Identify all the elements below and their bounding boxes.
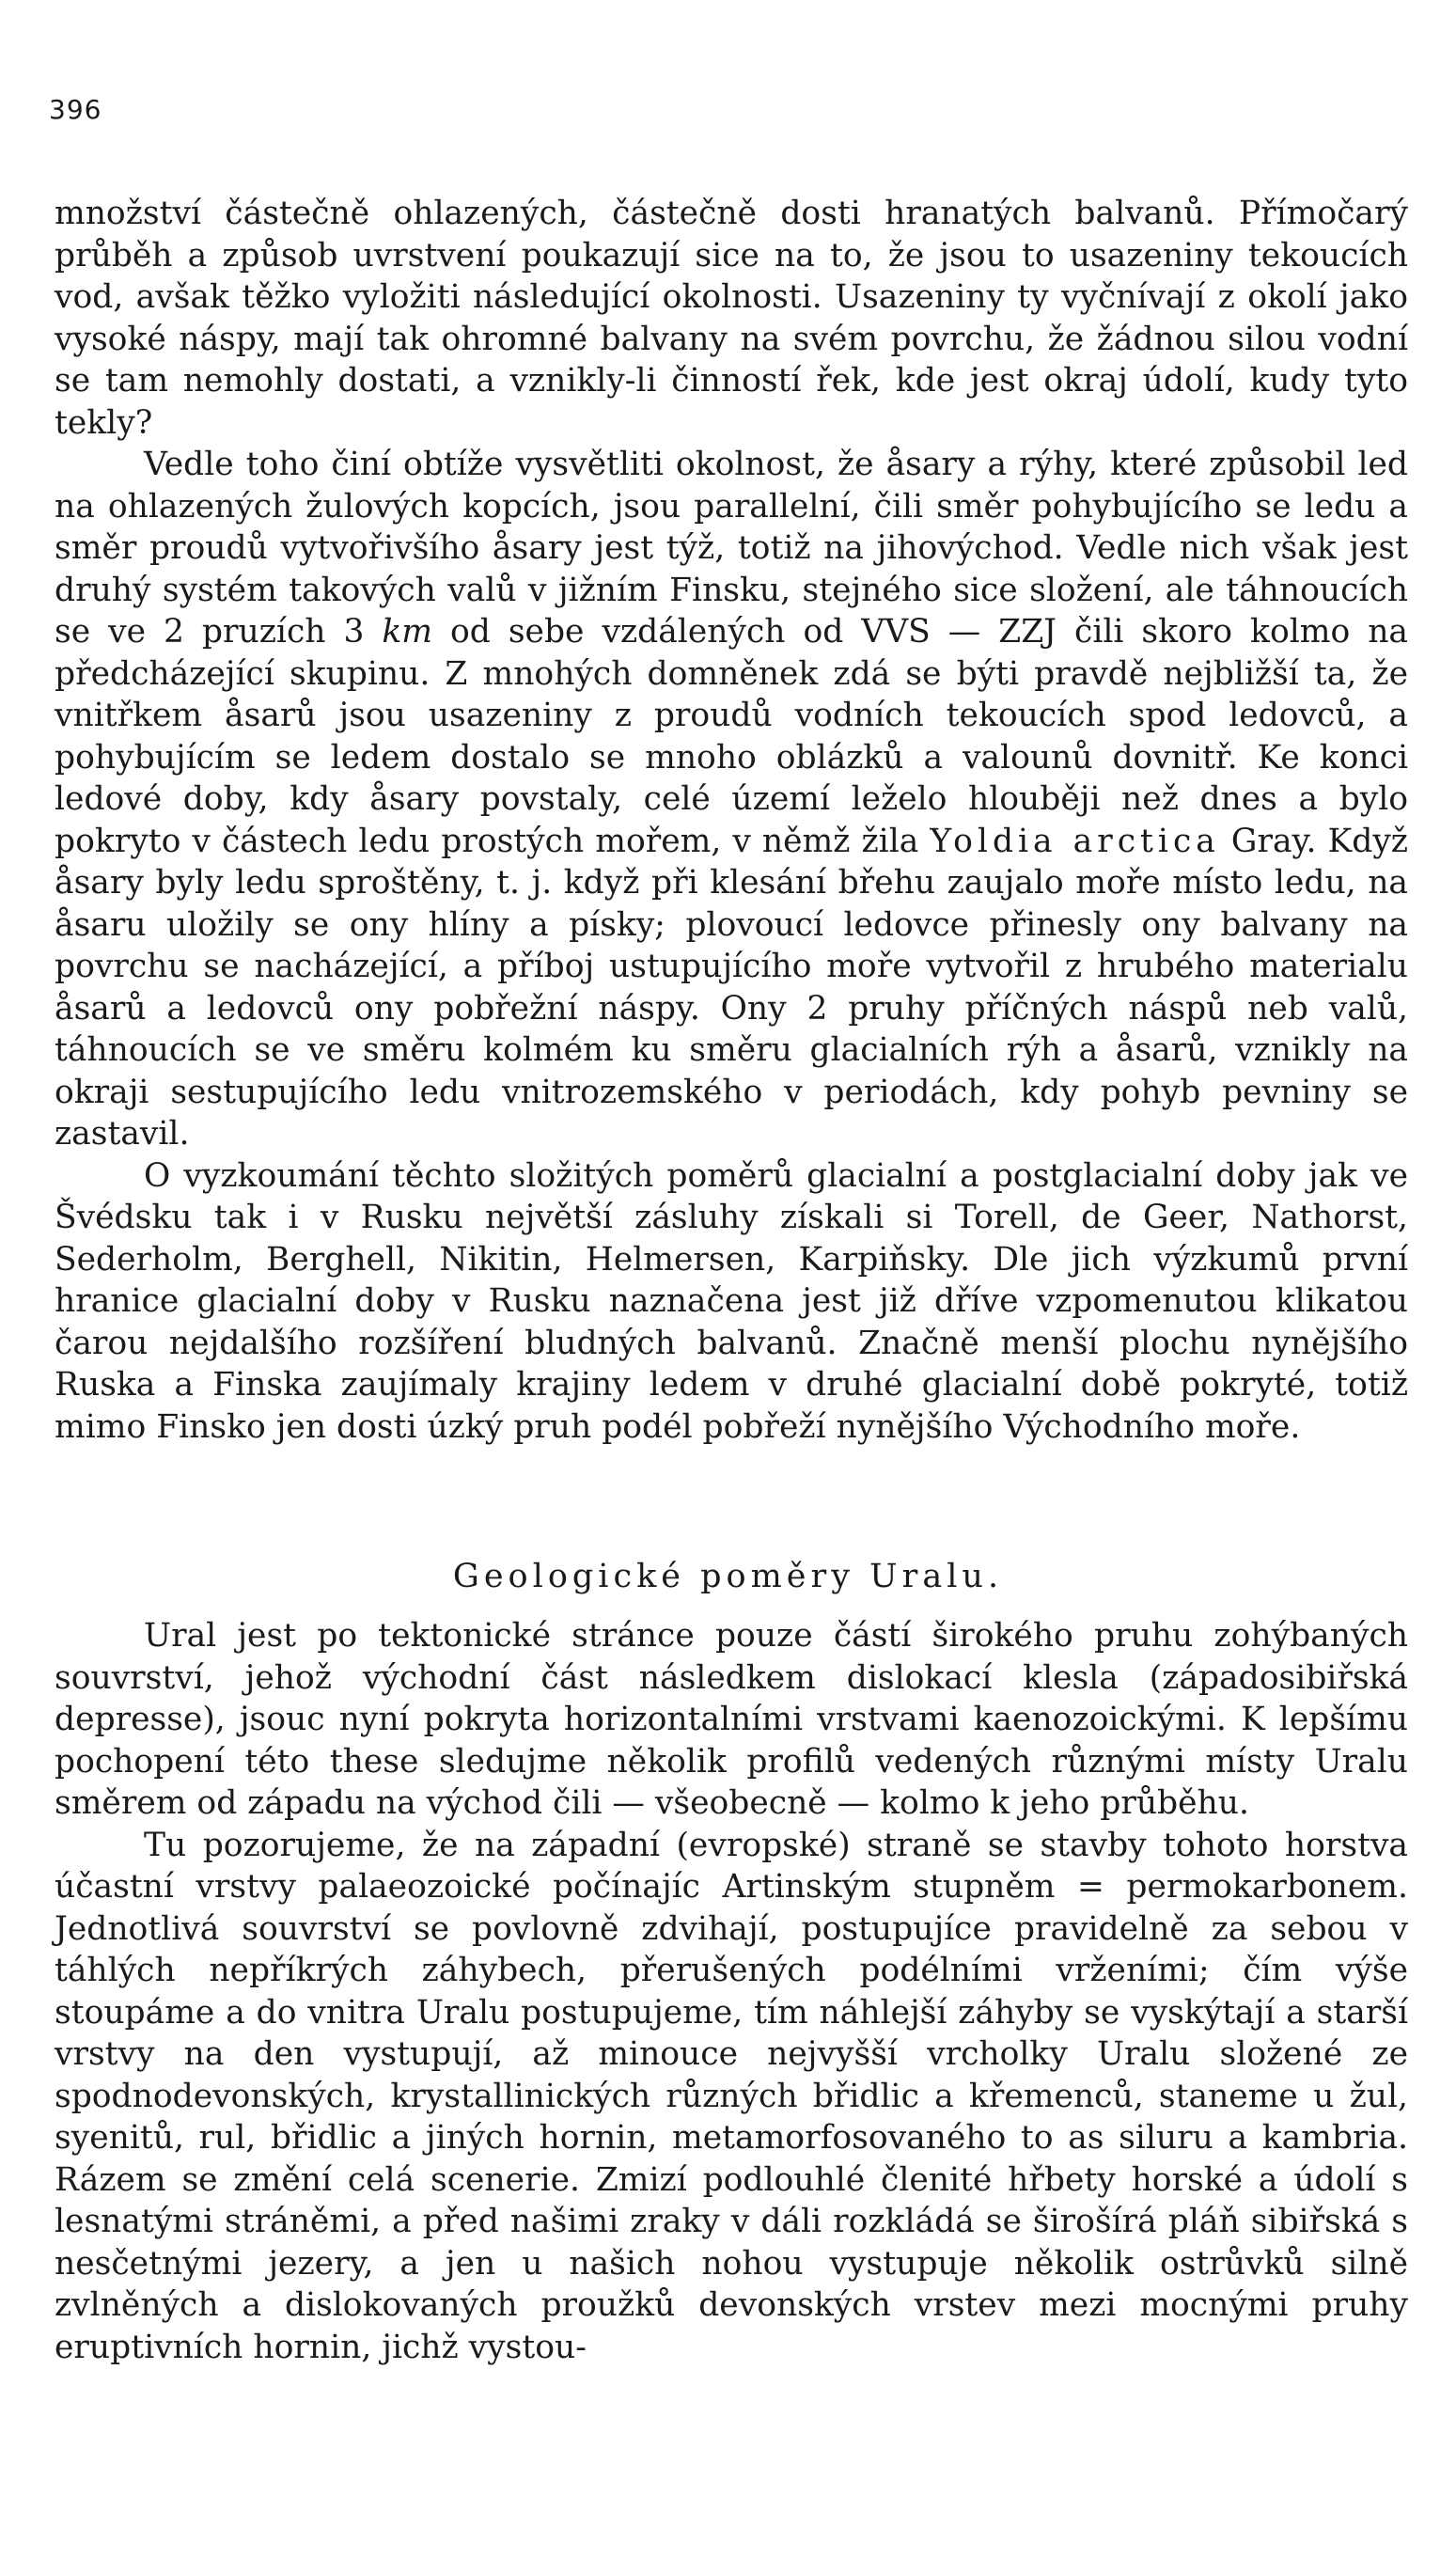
paragraph-2-part-b: od sebe vzdálených od VVS — ZZJ čili skoro kolmo na předcházející skupinu. Z mnohých domněnek zdá se býti pravdě nejbližší ta, že vnitřkem åsarů jsou usazeniny z proudů vodních tekoucích spod ledovců, a pohybujícím se ledem dostalo se mnoho oblázků a valounů dovnitř. Ke konci ledové doby, kdy åsary povstaly, celé území leželo hlouběji než dnes a bylo pokryto v částech ledu prostých mořem, v němž žila <box>55 613 1409 860</box>
body-text-upper <box>55 193 1408 1448</box>
species-name: Yoldia arctica <box>930 822 1220 860</box>
unit-km: km <box>382 613 433 651</box>
paragraph-3: O vyzkoumání těchto složitých poměrů glacialní a postglacialní doby jak ve Švédsku tak i v Rusku největší zásluhy získali si Torell, de Geer, Nathorst, Sederholm, Berghell, Nikitin, Helmersen, Karpiňsky. Dle jich výzkumů první hranice glacialní doby v Rusku naznačena jest již dříve vzpomenutou klikatou čarou nejdalšího rozšíření bludných balvanů. Značně menší plochu nynějšího Ruska a Finska zaujímaly krajiny ledem v druhé glacialní době pokryté, totiž mimo Finsko jen dosti úzký pruh podél pobřeží nynějšího Východního moře. <box>55 1156 1408 1446</box>
paragraph-1: množství částečně ohlazených, částečně dosti hranatých balvanů. Přímočarý průběh a způsob uvrstvení poukazují sice na to, že jsou to usazeniny tekoucích vod, avšak těžko vyložiti následující okolnosti. Usazeniny ty vyčnívají z okolí jako vysoké náspy, mají tak ohromné balvany na svém povrchu, že žádnou silou vodní se tam nemohly dostati, a vznikly-li činností řek, kde jest okraj údolí, kudy tyto tekly? <box>55 195 1408 442</box>
paragraph-4: Ural jest po tektonické stránce pouze částí širokého pruhu zohýbaných souvrství, jehož východní část následkem dislokací klesla (západosibiřská depresse), jsouc nyní pokryta horizontalními vrstvami kaenozoickými. K lepšímu pochopení této these sledujme několik profilů vedených různými místy Uralu směrem od západu na východ čili — všeobecně — kolmo k jeho průběhu. <box>55 1617 1408 1822</box>
body-text-lower <box>55 1615 1408 2368</box>
paragraph-2-part-c: Gray. Když åsary byly ledu sproštěny, t. j. když při klesání břehu zaujalo moře místo ledu, na åsaru uložily se ony hlíny a písky; plovoucí ledovce přinesly ony balvany na povrchu se nacházející, a příboj ustupujícího moře vytvořil z hrubého materialu åsarů a ledovců ony pobřežní náspy. Ony 2 pruhy příčných náspů neb valů, táhnoucích se ve směru kolmém ku směru glacialních rýh a åsarů, vznikly na okraji sestupujícího ledu vnitrozemského v periodách, kdy pohyb pevniny se zastavil. <box>55 822 1408 1153</box>
paragraph-2-part-a: Vedle toho činí obtíže vysvětliti okolnost, že åsary a rýhy, které způsobil led na ohlazených žulových kopcích, jsou parallelní, čili směr pohybujícího se ledu a směr proudů vytvořivšího åsary jest týž, totiž na jihovýchod. Vedle nich však jest druhý systém takových valů v jižním Finsku, stejného sice složení, ale táhnoucích se ve 2 pruzích 3 <box>55 446 1408 651</box>
section-heading: Geologické poměry Uralu. <box>452 1558 1004 1595</box>
paragraph-5: Tu pozorujeme, že na západní (evropské) straně se stavby tohoto horstva účastní vrstvy palaeozoické počínajíc Artinským stupněm = permokarbonem. Jednotlivá souvrství se povlovně zdvihají, postupujíce pravidelně za sebou v táhlých nepříkrých záhybech, přerušených podélními vrženími; čím výše stoupáme a do vnitra Uralu postupujeme, tím náhlejší záhyby se vyskýtají a starší vrstvy na den vystupují, až minouce nejvyšší vrcholky Uralu složené ze spodnodevonských, krystallinických různých břidlic a křemenců, staneme u žul, syenitů, rul, břidlic a jiných hornin, metamorfosovaného to as siluru a kambria. Rázem se změní celá scenerie. Zmizí podlouhlé členité hřbety horské a údolí s lesnatými stráněmi, a před našimi zraky v dáli rozkládá se širošírá pláň sibiřská s nesčetnými jezery, a jen u našich nohou vystupuje několik ostrůvků silně zvlněných a dislokovaných proužků devonských vrstev mezi mocnými pruhy eruptivních hornin, jichž vystou- <box>55 1826 1408 2366</box>
page-number: 396 <box>49 94 102 125</box>
paragraph-2 <box>55 444 1408 1155</box>
